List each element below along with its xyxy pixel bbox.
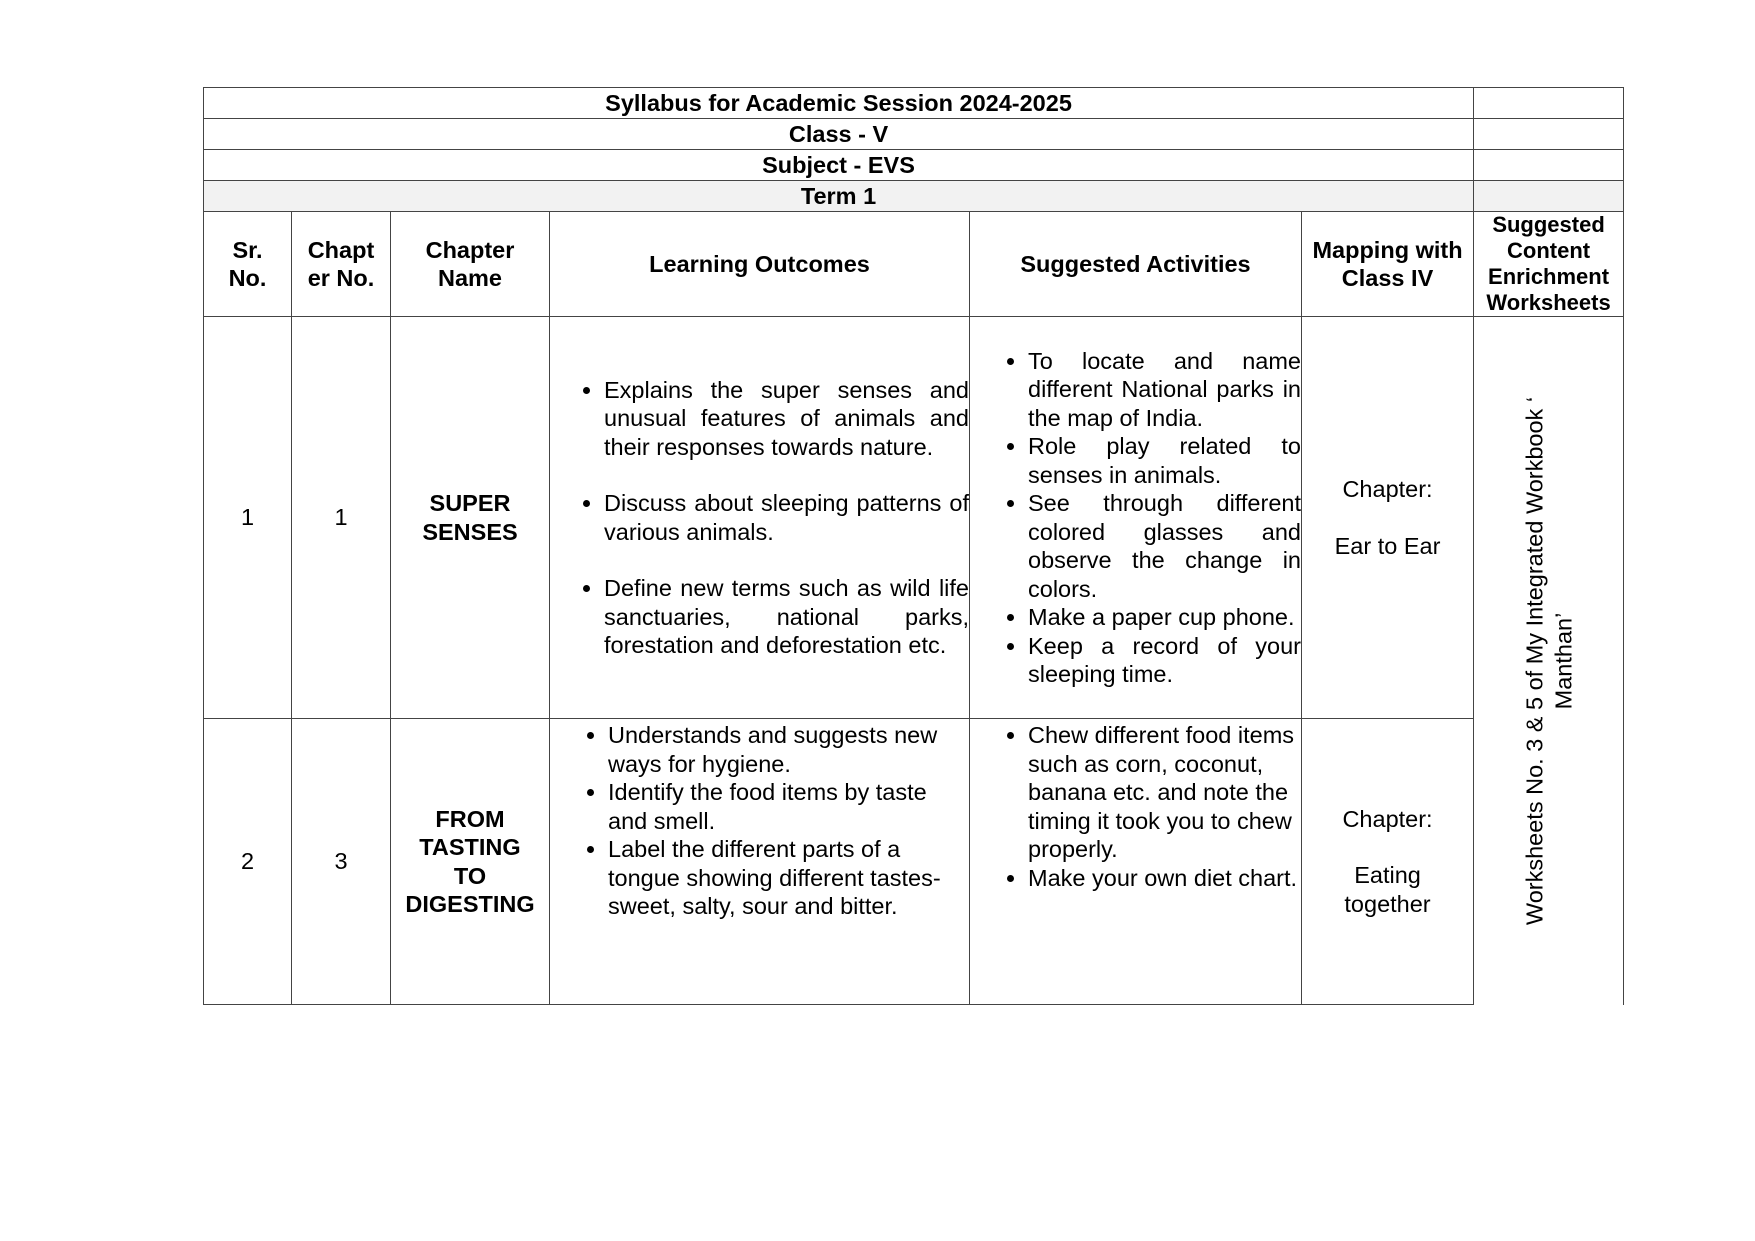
list-item: • Define new terms such as wild life sanctuaries, national parks, forestation and deforestation etc. (604, 574, 969, 660)
chapter-name-cell: FROM TASTING TO DIGESTING (391, 719, 550, 1005)
sr-no-cell: 2 (204, 719, 292, 1005)
subject-row-blank-cell (1474, 150, 1624, 181)
activities-cell (970, 719, 1302, 1005)
learning-outcomes-cell (550, 719, 970, 1005)
chapter-no-cell: 3 (292, 719, 391, 1005)
column-header-learning-outcomes: Learning Outcomes (550, 212, 970, 317)
mapping-label: Chapter: (1342, 476, 1433, 502)
activities-list (970, 347, 1301, 689)
list-item: • Role play related to senses in animals. (1028, 432, 1301, 489)
list-item: • Identify the food items by taste and smell. (608, 778, 969, 835)
mapping-label: Chapter: (1342, 805, 1433, 832)
list-item: • Explains the super senses and unusual features of animals and their responses towards nature. (604, 376, 969, 462)
document-title: Syllabus for Academic Session 2024-2025 (204, 88, 1474, 119)
table-row (204, 719, 1624, 1005)
list-item: • Discuss about sleeping patterns of various animals. (604, 489, 969, 546)
term-heading: Term 1 (204, 181, 1474, 212)
list-item: • Label the different parts of a tongue showing different tastes- sweet, salty, sour and bitter. (608, 835, 969, 921)
syllabus-table (203, 87, 1624, 1005)
mapping-cell (1302, 719, 1474, 1005)
title-row (204, 88, 1624, 119)
term-row-blank-cell (1474, 181, 1624, 212)
list-item: • To locate and name different National parks in the map of India. (1028, 347, 1301, 433)
worksheets-text: Worksheets No. 3 & 5 of My Integrated Workbook ‘ Manthan’ (1521, 396, 1576, 925)
class-row-blank-cell (1474, 119, 1624, 150)
subject-row (204, 150, 1624, 181)
worksheets-cell (1474, 317, 1624, 1005)
column-header-row (204, 212, 1624, 317)
class-row (204, 119, 1624, 150)
chapter-no-cell: 1 (292, 317, 391, 719)
title-row-blank-cell (1474, 88, 1624, 119)
list-item: • Make a paper cup phone. (1028, 603, 1301, 632)
list-item: • See through different colored glasses and observe the change in colors. (1028, 489, 1301, 603)
mapping-chapter: Eating together (1344, 862, 1431, 917)
mapping-cell (1302, 317, 1474, 719)
table-row (204, 317, 1624, 719)
column-header-sr-no: Sr. No. (204, 212, 292, 317)
sr-no-cell: 1 (204, 317, 292, 719)
column-header-chapter-name: Chapter Name (391, 212, 550, 317)
column-header-worksheets: Suggested Content Enrichment Worksheets (1474, 212, 1624, 317)
learning-outcomes-cell (550, 317, 970, 719)
list-item: • Chew different food items such as corn, coconut, banana etc. and note the timing it took you to chew properly. (1028, 721, 1301, 864)
activities-list (970, 721, 1301, 892)
column-header-suggested-activities: Suggested Activities (970, 212, 1302, 317)
syllabus-document (203, 87, 1623, 1005)
class-heading: Class - V (204, 119, 1474, 150)
column-header-mapping: Mapping with Class IV (1302, 212, 1474, 317)
activities-cell (970, 317, 1302, 719)
column-header-chapter-no: Chapt er No. (292, 212, 391, 317)
learning-outcomes-list (550, 376, 969, 660)
mapping-chapter: Ear to Ear (1334, 532, 1441, 559)
list-item: • Keep a record of your sleeping time. (1028, 632, 1301, 689)
list-item: • Understands and suggests new ways for hygiene. (608, 721, 969, 778)
chapter-name-cell: SUPER SENSES (391, 317, 550, 719)
list-item: • Make your own diet chart. (1028, 864, 1301, 893)
learning-outcomes-list (550, 721, 969, 921)
subject-heading: Subject - EVS (204, 150, 1474, 181)
term-row (204, 181, 1624, 212)
